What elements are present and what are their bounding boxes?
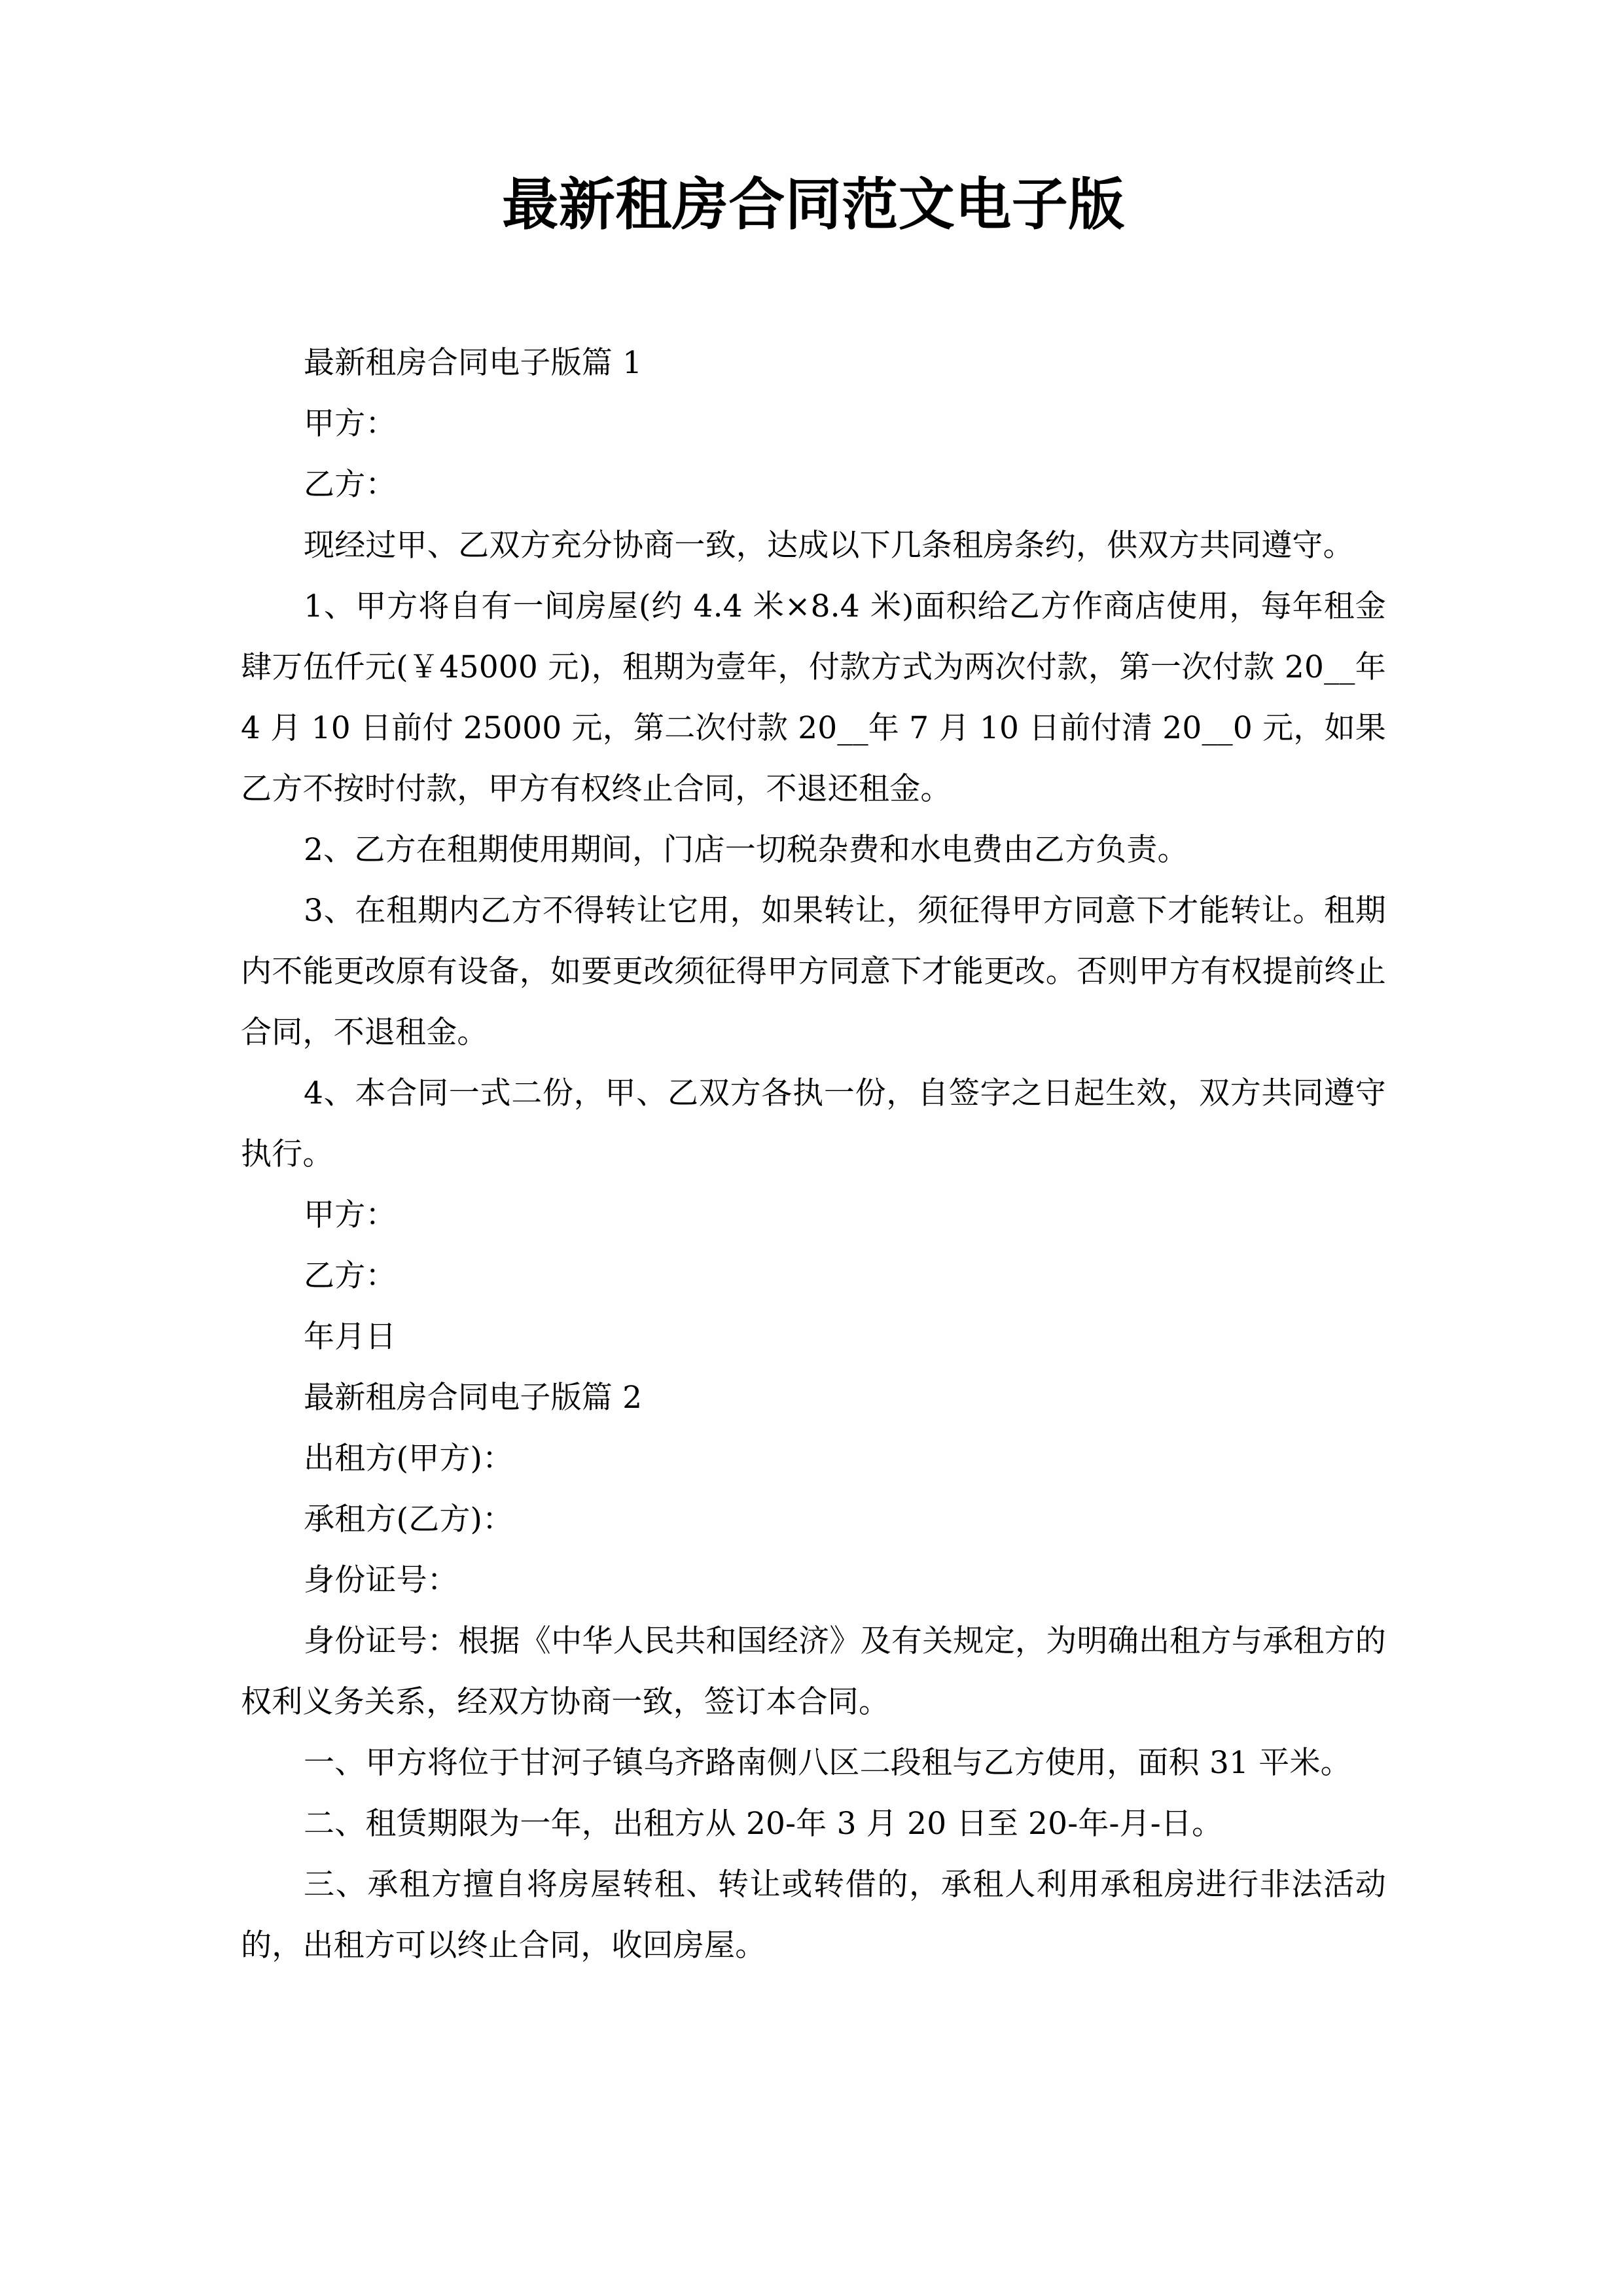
section-heading-2: 最新租房合同电子版篇 2 bbox=[304, 1380, 643, 1416]
lessee-label-2: 承租方(乙方)： bbox=[304, 1501, 514, 1537]
party-b-label-1: 乙方： bbox=[304, 467, 397, 503]
party-a-label-1: 甲方： bbox=[304, 406, 397, 442]
clause-1-1: 1、甲方将自有一间房屋(约 4.4 米×8.4 米)面积给乙方作商店使用，每年租金肆万伍仟元(￥45000 元)，租期为壹年，付款方式为两次付款，第一次付款 20__年 4 月 10 日前付 25000 元，第二次付款 20__年 7 月 10 日前付清 20__0 元，如果乙方不按时付款，甲方有权终止合同，不退还租金。 bbox=[241, 588, 1386, 807]
lessor-label-2: 出租方(甲方)： bbox=[304, 1441, 514, 1477]
document-content bbox=[241, 0, 1386, 1976]
id-number-label-2: 身份证号： bbox=[304, 1562, 458, 1598]
page-title: 最新租房合同范文电子版 bbox=[502, 171, 1125, 238]
clause-1-4: 4、本合同一式二份，甲、乙双方各执一份，自签字之日起生效，双方共同遵守执行。 bbox=[241, 1075, 1386, 1172]
signature-party-a-1: 甲方： bbox=[304, 1197, 397, 1233]
clause-2-3: 三、承租方擅自将房屋转租、转让或转借的，承租人利用承租房进行非法活动的，出租方可以终止合同，收回房屋。 bbox=[241, 1867, 1386, 1964]
preamble-2: 身份证号：根据《中华人民共和国经济》及有关规定，为明确出租方与承租方的权利义务关系，经双方协商一致，签订本合同。 bbox=[241, 1623, 1386, 1720]
signature-date-1: 年月日 bbox=[304, 1319, 397, 1355]
clause-1-3: 3、在租期内乙方不得转让它用，如果转让，须征得甲方同意下才能转让。租期内不能更改原有设备，如要更改须征得甲方同意下才能更改。否则甲方有权提前终止合同，不退租金。 bbox=[241, 893, 1386, 1050]
section-heading-1: 最新租房合同电子版篇 1 bbox=[304, 345, 643, 381]
clause-1-2: 2、乙方在租期使用期间，门店一切税杂费和水电费由乙方负责。 bbox=[304, 832, 1188, 868]
clause-2-1: 一、甲方将位于甘河子镇乌齐路南侧八区二段租与乙方使用，面积 31 平米。 bbox=[304, 1745, 1351, 1781]
signature-party-b-1: 乙方： bbox=[304, 1258, 397, 1294]
preamble-1: 现经过甲、乙双方充分协商一致，达成以下几条租房条约，供双方共同遵守。 bbox=[304, 528, 1354, 564]
clause-2-2: 二、租赁期限为一年，出租方从 20-年 3 月 20 日至 20-年-月-日。 bbox=[304, 1806, 1223, 1842]
document-body bbox=[241, 332, 1386, 1976]
